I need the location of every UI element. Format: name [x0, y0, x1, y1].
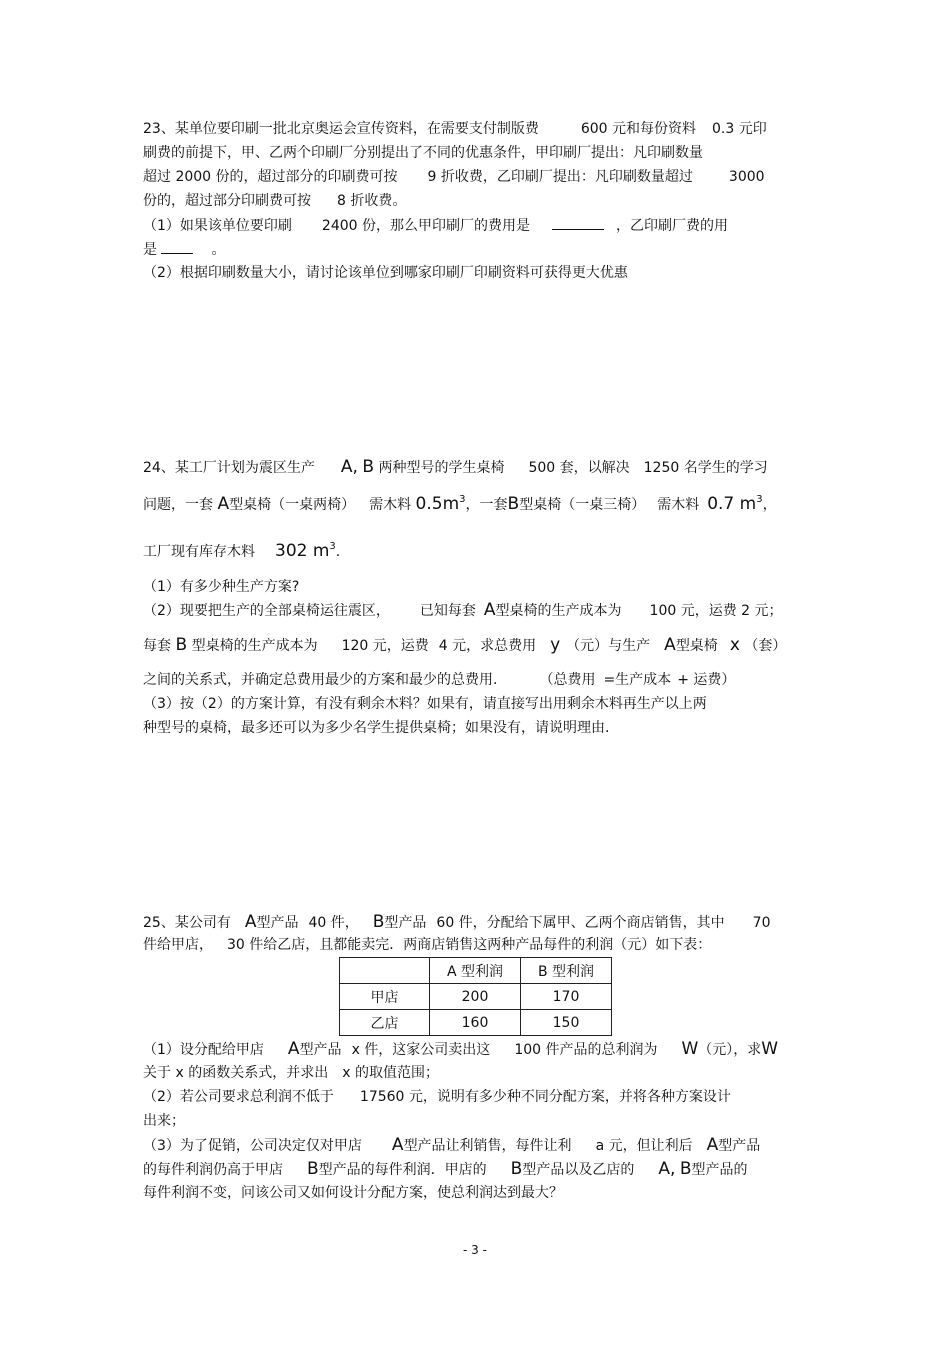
table-cell: 160 [430, 1010, 521, 1036]
q24-text: 4 元，求总费用 [438, 638, 537, 654]
q25-text: 型产品 [384, 915, 427, 931]
q24-quantity: 0.5m [415, 494, 460, 514]
q25-line-7 [143, 1136, 760, 1155]
q25-text: 60 件，分配给下属甲、乙两个商店销售，其中 [436, 915, 725, 931]
q25-line-1 [143, 913, 771, 932]
q24-text: 之间的关系式，并确定总费用最少的方案和最少的总费用. [143, 672, 498, 688]
q24-var: A [217, 494, 230, 514]
q24-text: 型桌椅的生产成本为 [495, 603, 622, 619]
table-row [340, 1010, 612, 1036]
q24-line-1 [143, 458, 768, 477]
q24-sub-1: （1）有多少种生产方案? [143, 579, 300, 595]
q24-text: 1250 名学生的学习 [643, 460, 768, 476]
q25-var: A [706, 1135, 719, 1155]
q24-line-2 [143, 495, 777, 516]
q24-quantity: 0.7 m [707, 494, 757, 514]
q25-text: 30 件给乙店，且都能卖完．两商店销售这两种产品每件的利润（元）如下表： [227, 937, 712, 953]
q25-var: B [307, 1159, 319, 1179]
q23-sub-1: （1）如果该单位要印刷 [143, 218, 292, 234]
q24-text: （套） [744, 638, 787, 654]
q24-text: 型桌椅（一桌两椅） [229, 497, 356, 513]
q24-text: 已知每套 [419, 603, 476, 619]
q25-var: W [681, 1039, 699, 1059]
table-cell: 乙店 [340, 1010, 430, 1036]
q23-line-1 [143, 120, 767, 138]
q23-line-3 [143, 168, 765, 186]
q24-line-6 [143, 636, 786, 655]
q25-text: 70 [752, 915, 771, 931]
table-header-cell: A 型利润 [430, 958, 521, 984]
q25-line-4 [143, 1064, 439, 1082]
table-cell: 甲店 [340, 984, 430, 1010]
q23-line-6 [143, 240, 225, 259]
q25-text: 型产品以及乙店的 [522, 1162, 635, 1178]
q24-text: 100 元，运费 2 元； [649, 603, 783, 619]
q24-var: B [175, 635, 188, 655]
q23-fee: 600 元和每份资料 [580, 121, 696, 137]
q25-text: （元），求 [698, 1042, 762, 1058]
table-header-row [340, 958, 612, 984]
table-header-cell [340, 958, 430, 984]
q23-text: 是 [143, 242, 157, 258]
q24-var: y [550, 635, 561, 655]
q25-line-8 [143, 1160, 748, 1179]
q25-text: 的每件利润仍高于甲店 [143, 1162, 283, 1178]
q25-sub-2: （2）若公司要求总利润不低于 [143, 1089, 334, 1105]
q25-var: B [372, 912, 385, 932]
q24-text: ，一套 [465, 497, 508, 513]
q25-text: x 的函数关系式，并求出 [175, 1065, 329, 1081]
q23-text: 超过 [143, 169, 171, 185]
q23-text: 2000 份的，超过部分的印刷费可按 [175, 169, 398, 185]
q25-line-3 [143, 1040, 778, 1059]
q25-var: A [287, 1039, 300, 1059]
q24-text: 120 元，运费 [341, 638, 429, 654]
table-row [340, 984, 612, 1010]
q24-text: 每套 [143, 638, 171, 654]
q23-line-5 [143, 216, 728, 235]
answer-blank [161, 240, 193, 254]
q24-text: 需木料 [657, 497, 700, 513]
q23-text: 。 [211, 242, 226, 258]
q24-line-9 [143, 719, 609, 737]
q24-var: B [362, 457, 374, 477]
q25-var: A [391, 1135, 404, 1155]
q24-text: 种型号的桌椅，最多还可以为多少名学生提供桌椅；如果没有，请说明理由. [143, 720, 610, 736]
q25-var: A, [658, 1159, 676, 1179]
q25-text: 17560 元，说明有多少种不同分配方案，并将各种方案设计 [359, 1089, 731, 1105]
q24-quantity: 302 m [275, 541, 330, 561]
q24-text: . [335, 544, 341, 560]
q25-var: A [244, 912, 257, 932]
q24-exponent: 3 [329, 541, 336, 552]
q24-text: 型桌椅（一桌三椅） [519, 497, 646, 513]
q24-line-8 [143, 695, 707, 713]
q24-var: A [664, 635, 676, 655]
q25-line-9 [143, 1184, 563, 1202]
q24-var: A, [340, 457, 358, 477]
table-cell: 200 [430, 984, 521, 1010]
q25-var: B [510, 1159, 523, 1179]
q25-text: 型产品让利销售，每件让利 [403, 1138, 572, 1154]
q25-text: 型产品的 [691, 1162, 748, 1178]
answer-blank [552, 216, 604, 230]
q24-text: =生产成本 [603, 672, 672, 688]
q23-text: 9 折收费，乙印刷厂提出：凡印刷数量超过 [427, 169, 693, 185]
q24-text: 500 套，以解决 [528, 460, 630, 476]
q23-line-7 [143, 264, 628, 282]
q25-line-5 [143, 1088, 731, 1106]
q25-text: x 件，这家公司卖出这 [351, 1042, 491, 1058]
q23-text: 3000 [728, 169, 765, 185]
q25-text: 型产品 [256, 915, 299, 931]
q23-text: 刷费的前提下，甲、乙两个印刷厂分别提出了不同的优惠条件，甲印刷厂提出：凡印刷数量 [143, 145, 703, 161]
q25-sub-3: （3）为了促销，公司决定仅对甲店 [143, 1138, 362, 1154]
q23-text: 23、某单位要印刷一批北京奥运会宣传资料，在需要支付制版费 [143, 121, 539, 137]
q25-text: 25、某公司有 [143, 915, 231, 931]
q24-text: （总费用 [539, 672, 596, 688]
q24-text: 需木料 [369, 497, 412, 513]
q24-text: （元）与生产 [566, 638, 651, 654]
q24-exponent: 3 [756, 494, 763, 505]
q24-var: x [729, 635, 740, 655]
page-number: - 3 - [463, 1243, 487, 1257]
q24-text: 工厂现有库存木料 [143, 544, 255, 560]
q23-line-4 [143, 192, 406, 210]
q24-sub-3: （3）按（2）的方案计算，有没有剩余木料？如果有，请直接写出用剩余木料再生产以上两 [143, 696, 707, 712]
q25-text: 关于 [143, 1065, 171, 1081]
q24-sub-2: （2）现要把生产的全部桌椅运往震区， [143, 603, 390, 619]
q25-text: 型产品 [718, 1138, 761, 1154]
q23-line-2 [143, 144, 703, 162]
q24-line-3 [143, 542, 340, 563]
q24-exponent: 3 [459, 494, 466, 505]
q24-line-5 [143, 601, 783, 620]
q24-text: 型桌椅的生产成本为 [191, 638, 318, 654]
q25-text: 出来； [143, 1113, 185, 1129]
table-header-cell: B 型利润 [521, 958, 612, 984]
profit-table [339, 957, 612, 1036]
q23-text: 份的，超过部分印刷费可按 [143, 193, 311, 209]
q24-text: 24、某工厂计划为震区生产 [143, 460, 315, 476]
q25-sub-1: （1）设分配给甲店 [143, 1042, 264, 1058]
q25-text: x 的取值范围； [342, 1065, 439, 1081]
q23-text: 2400 份，那么甲印刷厂的费用是 [321, 218, 531, 234]
q25-text: 40 件， [308, 915, 359, 931]
q25-text: 型产品 [299, 1042, 342, 1058]
q23-price: 0.3 元印 [712, 121, 767, 137]
q24-var: A [483, 600, 496, 620]
table-cell: 170 [521, 984, 612, 1010]
q24-text: 型桌椅 [675, 638, 718, 654]
q24-text: + 运费） [677, 672, 736, 688]
q24-text: 问题，一套 [143, 497, 213, 513]
q24-text: 两种型号的学生桌椅 [378, 460, 505, 476]
q24-text: ， [762, 497, 777, 513]
table-cell: 150 [521, 1010, 612, 1036]
q25-var: W [761, 1039, 779, 1059]
q25-text: a 元，但让利后 [595, 1138, 693, 1154]
q25-text: 100 件产品的总利润为 [514, 1042, 658, 1058]
q24-line-4 [143, 578, 299, 596]
q24-line-7 [143, 671, 735, 689]
q25-text: 件给甲店， [143, 937, 213, 953]
q23-text: 8 折收费。 [337, 193, 407, 209]
q25-text: 型产品的每件利润．甲店的 [318, 1162, 487, 1178]
q25-var: B [679, 1159, 692, 1179]
q25-text: 每件利润不变，问该公司又如何设计分配方案，使总利润达到最大？ [143, 1185, 563, 1201]
q23-text: ，乙印刷厂费的用 [616, 218, 729, 234]
q24-var: B [507, 494, 520, 514]
q25-line-6 [143, 1112, 185, 1130]
q25-line-2 [143, 936, 711, 954]
q23-sub-2: （2）根据印刷数量大小，请讨论该单位到哪家印刷厂印刷资料可获得更大优惠 [143, 265, 628, 281]
